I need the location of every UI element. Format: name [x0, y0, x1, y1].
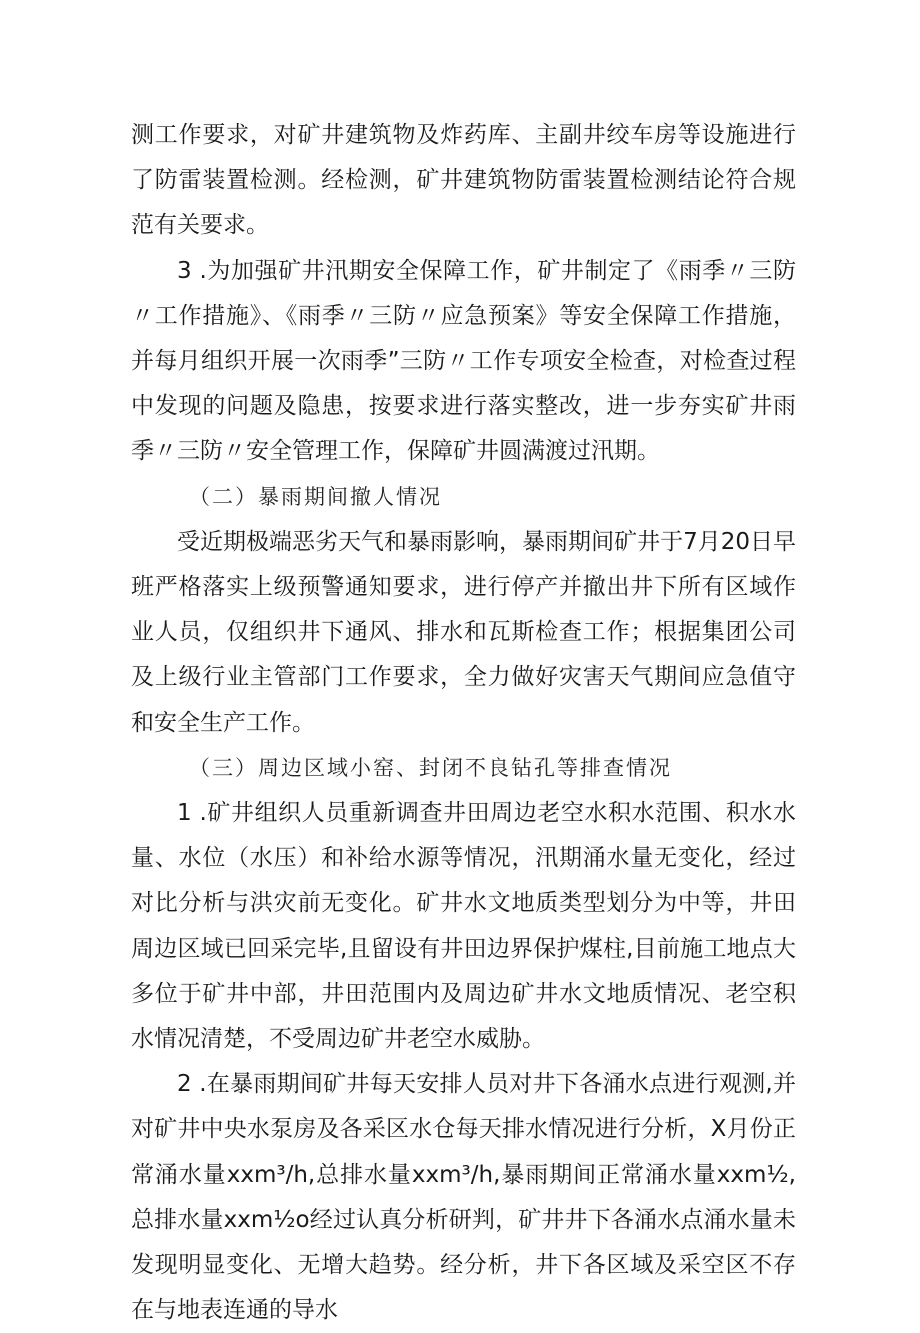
paragraph-water-inflow: 2 .在暴雨期间矿井每天安排人员对井下各涌水点进行观测,并对矿井中央水泵房及各采区水仓每天排水情况进行分析，X月份正常涌水量xxm³/h,总排水量xxm³/h,暴雨期间正常涌水量xxm½,总排水量xxm½o经过认真分析研判，矿井井下各涌水点涌水量未发现明显变化、无增大趋势。经分析，井下各区域及采空区不存在与地表连通的导水 [131, 1071, 796, 1324]
section-heading-investigation: （三）周边区域小窑、封闭不良钻孔等排查情况 [189, 755, 672, 780]
paragraph-flood-measures: 3 .为加强矿井汛期安全保障工作，矿井制定了《雨季〃三防〃工作措施》、《雨季〃三防〃应急预案》等安全保障工作措施，并每月组织开展一次雨季”三防〃工作专项安全检查，对检查过程中发现的问题及隐患，按要求进行落实整改，进一步夯实矿井雨季〃三防〃安全管理工作，保障矿井圆满渡过汛期。 [131, 257, 796, 465]
document-body [131, 113, 796, 1333]
section-heading-evacuation: （二）暴雨期间撤人情况 [189, 484, 442, 509]
paragraph-lightning-protection: 测工作要求，对矿井建筑物及炸药库、主副井绞车房等设施进行了防雷装置检测。经检测，矿井建筑物防雷装置检测结论符合规范有关要求。 [131, 122, 796, 239]
paragraph-evacuation: 受近期极端恶劣天气和暴雨影响，暴雨期间矿井于7月20日早班严格落实上级预警通知要求，进行停产并撤出井下所有区域作业人员，仅组织井下通风、排水和瓦斯检查工作；根据集团公司及上级行业主管部门工作要求，全力做好灾害天气期间应急值守和安全生产工作。 [131, 528, 796, 736]
paragraph-goaf-water: 1 .矿井组织人员重新调查井田周边老空水积水范围、积水水量、水位（水压）和补给水源等情况，汛期涌水量无变化，经过对比分析与洪灾前无变化。矿井水文地质类型划分为中等，井田周边区域已回采完毕,且留设有井田边界保护煤柱,目前施工地点大多位于矿井中部，井田范围内及周边矿井水文地质情况、老空积水情况清楚，不受周边矿井老空水威胁。 [131, 800, 796, 1053]
